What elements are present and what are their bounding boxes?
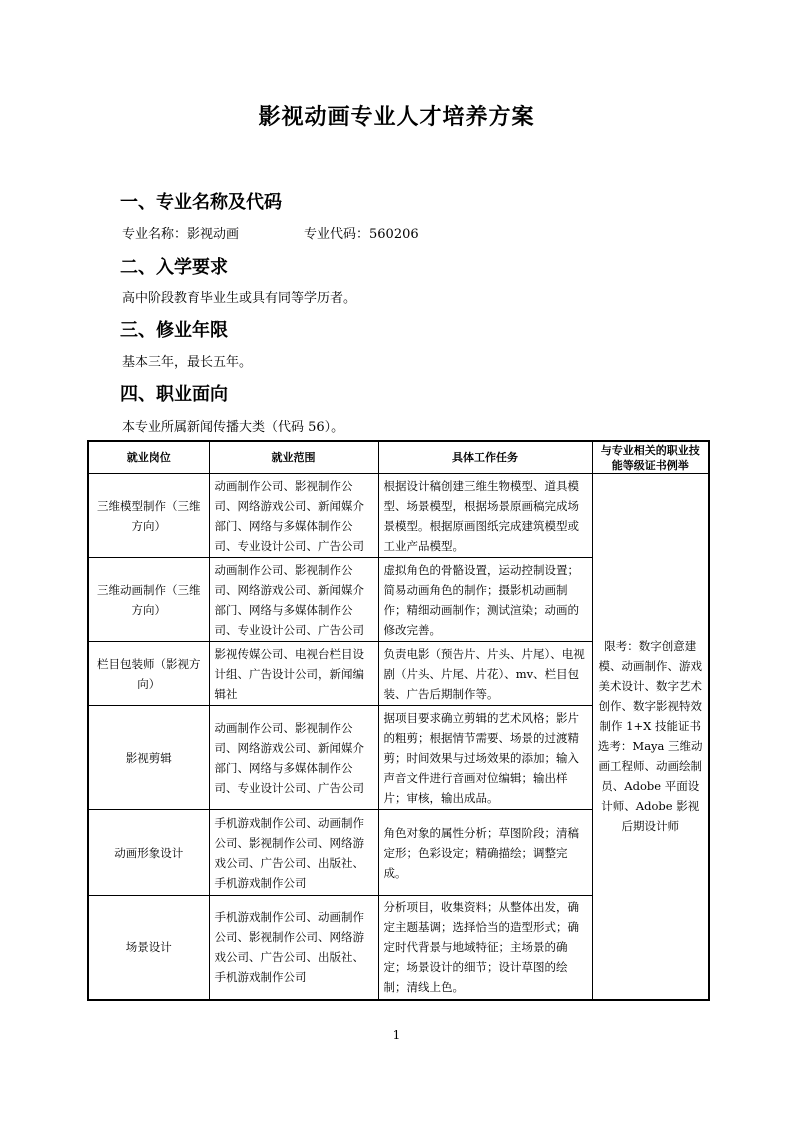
post-cell: 动画形象设计 — [88, 810, 209, 896]
scope-cell: 动画制作公司、影视制作公司、网络游戏公司、新闻媒介部门、网络与多媒体制作公司、专业设计公司、广告公司 — [209, 558, 378, 642]
header-scope: 就业范围 — [209, 441, 378, 474]
table-header-row — [88, 441, 709, 474]
section-text-4: 本专业所属新闻传播大类（代码 56）。 — [122, 420, 345, 435]
career-table — [87, 440, 710, 1001]
cert-text: 限考：数字创意建模、动画制作、游戏美术设计、数字艺术创作、数字影视特效制作 1+X 技能证书 选考：Maya 三维动画工程师、动画绘制员、Adobe 平面设计师、Adobe 影视后期设计师 — [597, 639, 703, 834]
section-heading-3: 三、修业年限 — [120, 320, 228, 341]
task-cell: 据项目要求确立剪辑的艺术风格；影片的粗剪；根据情节需要、场景的过渡精剪；时间效果与过场效果的添加；输入声音文件进行音画对位编辑；输出样片；审核，输出成品。 — [378, 706, 592, 810]
post-cell: 场景设计 — [88, 896, 209, 1000]
post-cell: 影视剪辑 — [88, 706, 209, 810]
task-cell: 分析项目，收集资料；从整体出发，确定主题基调；选择恰当的造型形式；确定时代背景与地域特征；主场景的确定；场景设计的细节；设计草图的绘制；清线上色。 — [378, 896, 592, 1000]
header-task: 具体工作任务 — [378, 441, 592, 474]
post-cell: 三维模型制作（三维方向） — [88, 474, 209, 558]
scope-cell: 影视传媒公司、电视台栏目设计组、广告设计公司，新闻编辑社 — [209, 642, 378, 706]
task-cell: 角色对象的属性分析；草图阶段；清稿定形；色彩设定；精确描绘；调整完成。 — [378, 810, 592, 896]
section-heading-4: 四、职业面向 — [120, 384, 228, 405]
page-number: 1 — [392, 1028, 401, 1042]
task-cell: 虚拟角色的骨骼设置，运动控制设置；简易动画角色的制作；摄影机动画制作；精细动画制作；测试渲染；动画的修改完善。 — [378, 558, 592, 642]
document-title: 影视动画专业人才培养方案 — [258, 105, 535, 130]
scope-cell: 手机游戏制作公司、动画制作公司、影视制作公司、网络游戏公司、广告公司、出版社、手机游戏制作公司 — [209, 810, 378, 896]
post-cell: 栏目包装师（影视方向） — [88, 642, 209, 706]
cert-cell — [592, 474, 709, 1000]
scope-cell: 动画制作公司、影视制作公司、网络游戏公司、新闻媒介部门、网络与多媒体制作公司、专业设计公司、广告公司 — [209, 706, 378, 810]
header-post: 就业岗位 — [88, 441, 209, 474]
section-text-3: 基本三年，最长五年。 — [122, 355, 253, 370]
scope-cell: 动画制作公司、影视制作公司、网络游戏公司、新闻媒介部门、网络与多媒体制作公司、专业设计公司、广告公司 — [209, 474, 378, 558]
section-text-2: 高中阶段教育毕业生或具有同等学历者。 — [122, 291, 357, 306]
scope-cell: 手机游戏制作公司、动画制作公司、影视制作公司、网络游戏公司、广告公司、出版社、手机游戏制作公司 — [209, 896, 378, 1000]
section-heading-2: 二、入学要求 — [120, 257, 228, 278]
header-cert: 与专业相关的职业技能等级证书例举 — [592, 441, 709, 474]
table-row — [88, 474, 709, 558]
major-name: 专业名称：影视动画 — [122, 227, 240, 242]
post-cell: 三维动画制作（三维方向） — [88, 558, 209, 642]
section-heading-1: 一、专业名称及代码 — [120, 192, 282, 213]
task-cell: 根据设计稿创建三维生物模型、道具模型、场景模型，根据场景原画稿完成场景模型。根据原画图纸完成建筑模型或工业产品模型。 — [378, 474, 592, 558]
task-cell: 负责电影（预告片、片头、片尾）、电视剧（片头、片尾、片花）、mv、栏目包装、广告后期制作等。 — [378, 642, 592, 706]
major-code: 专业代码：560206 — [304, 227, 419, 242]
